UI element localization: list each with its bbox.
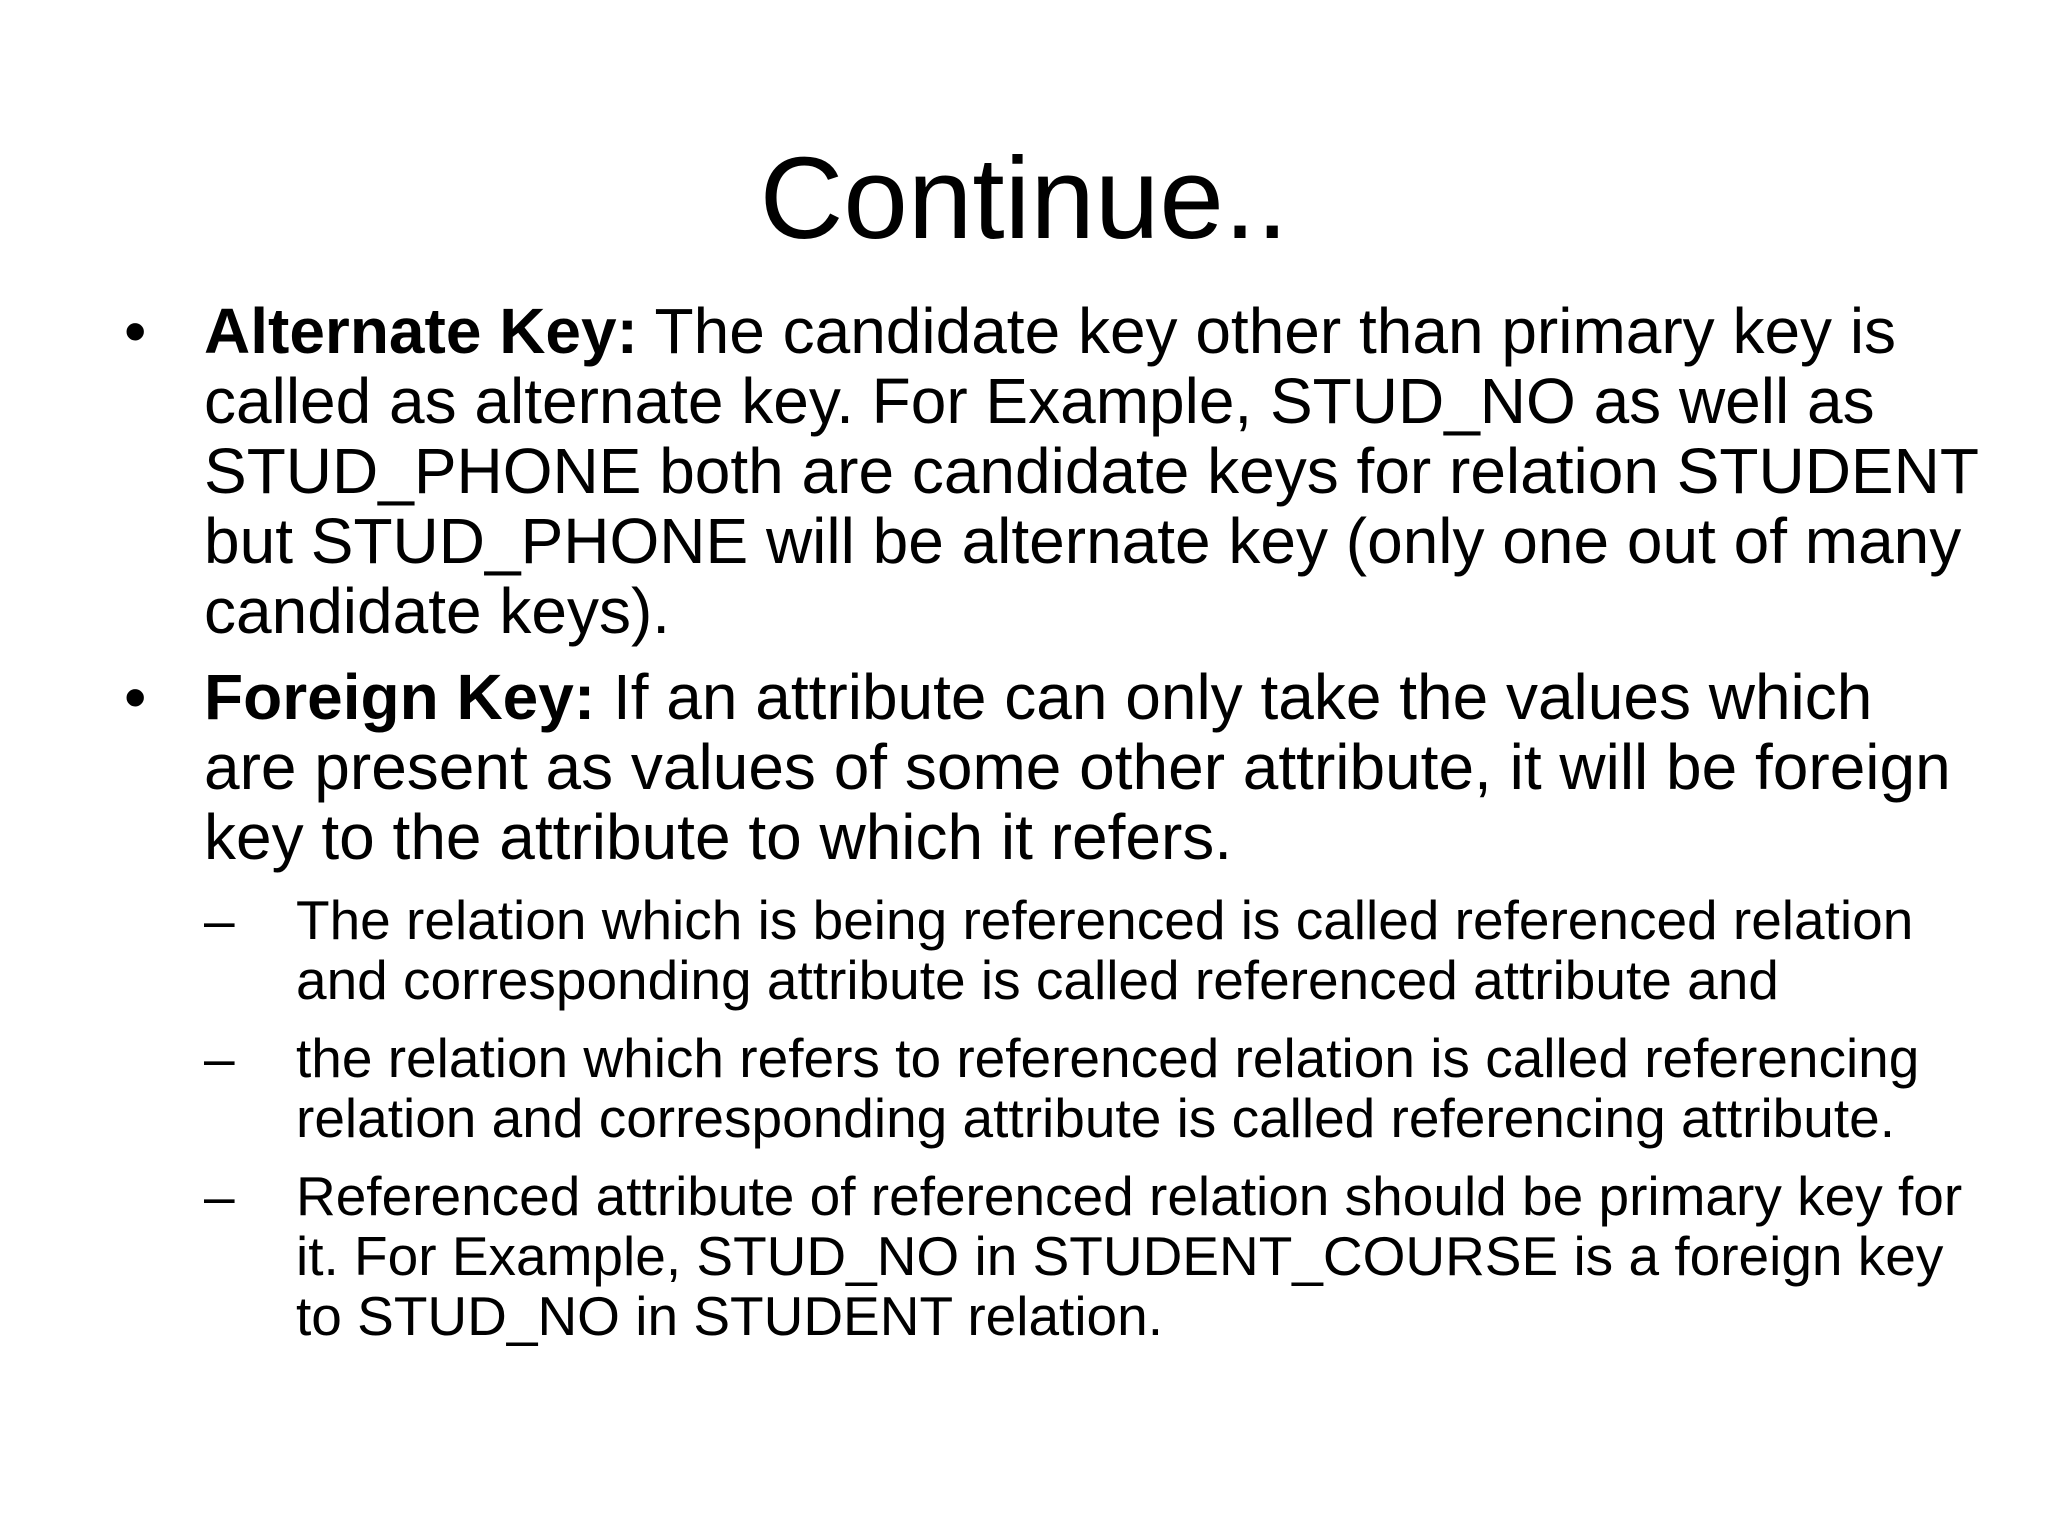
bullet-marker: • — [124, 661, 147, 733]
bullet-alternate-key — [120, 296, 1980, 646]
subbullet-text: the relation which refers to referenced relation is called referencing relation and corresponding attribute is called referencing attribute. — [296, 1027, 1920, 1149]
subbullet-marker: – — [204, 889, 235, 951]
subbullet-referenced-relation — [204, 890, 1980, 1010]
subbullet-marker: – — [204, 1027, 235, 1089]
bullet-marker: • — [124, 295, 147, 367]
subbullet-referencing-relation — [204, 1028, 1980, 1148]
bullet-term: Foreign Key: — [204, 661, 596, 733]
bullet-term: Alternate Key: — [204, 295, 638, 367]
subbullet-primary-key-requirement — [204, 1166, 1980, 1346]
bullet-text: If an attribute can only take the values which are present as values of some other attribute, it will be foreign key to the attribute to which it refers. — [204, 661, 1951, 873]
subbullet-text: Referenced attribute of referenced relation should be primary key for it. For Example, STUD_NO in STUDENT_COURSE is a foreign key to STUD_NO in STUDENT relation. — [296, 1165, 1963, 1347]
slide-title: Continue.. — [759, 133, 1289, 263]
bullet-foreign-key — [120, 662, 1980, 872]
subbullet-marker: – — [204, 1165, 235, 1227]
subbullet-text: The relation which is being referenced is called referenced relation and corresponding attribute is called referenced attribute and — [296, 889, 1914, 1011]
foreign-key-subbullets — [204, 890, 1980, 1346]
slide-content — [120, 296, 1980, 1364]
bullet-text: The candidate key other than primary key is called as alternate key. For Example, STUD_NO as well as STUD_PHONE both are candidate keys for relation STUDENT but STUD_PHONE will be alternate key (only one out of many candidate keys). — [204, 295, 1978, 647]
